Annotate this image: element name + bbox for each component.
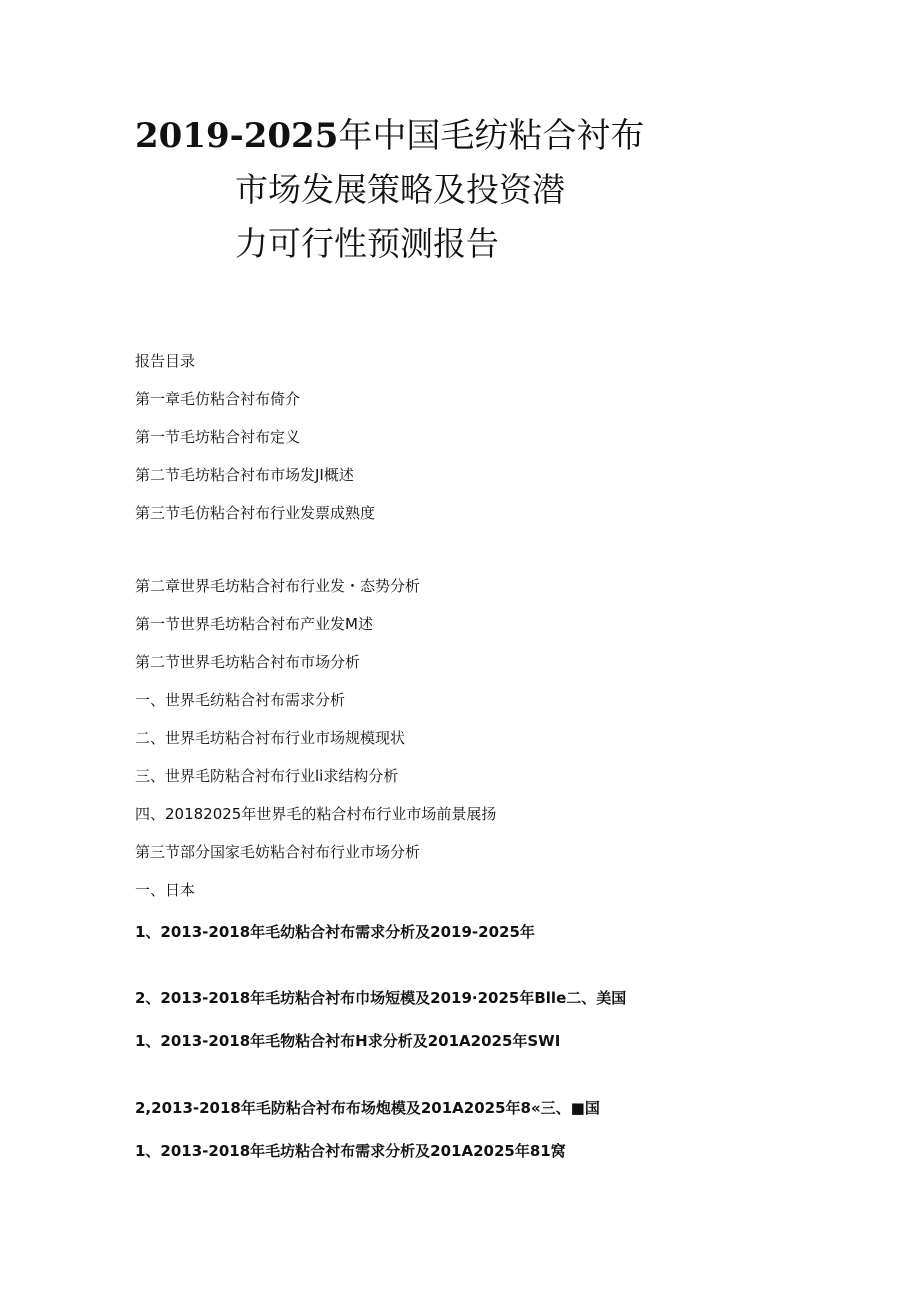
- toc-item: 第三节毛仿粘合衬布行业发票成熟度: [135, 504, 376, 522]
- title-line-2: 市场发展策略及投资潜: [235, 170, 565, 209]
- toc-item: 第二节世界毛坊粘合衬布市场分析: [135, 653, 361, 671]
- toc-item: 1、2013-2018年毛坊粘合衬布需求分析及201A2025年81窝: [135, 1142, 566, 1160]
- title-line-1: [135, 112, 835, 160]
- report-title: [135, 112, 835, 274]
- toc-item: 二、世界毛坊粘合衬布行业市场规模现状: [135, 729, 406, 747]
- toc-item: 第一节世界毛坊粘合衬布产业发M述: [135, 615, 373, 633]
- title-year-range: 2019-2025: [135, 116, 339, 156]
- toc-item: 三、世界毛防粘合衬布行业li求结构分析: [135, 767, 399, 785]
- toc-item: 1、2013-2018年毛幼粘合衬布需求分析及2019-2025年: [135, 923, 535, 941]
- toc-item: 四、20182025年世界毛的粘合村布行业市场前景展扬: [135, 805, 497, 823]
- toc-item: 一、世界毛纺粘合衬布需求分析: [135, 691, 346, 709]
- toc-item: 第二章世界毛坊粘合衬布行业发・态势分析: [135, 577, 421, 595]
- toc-item: 2、2013-2018年毛坊粘合衬布巾场短模及2019·2025年Blle二、美国: [135, 989, 627, 1007]
- toc-item: 1、2013-2018年毛物粘合衬布H求分析及201A2025年SWI: [135, 1032, 561, 1050]
- toc-item: 第二节毛坊粘合衬布市场发JI概述: [135, 466, 354, 484]
- toc-item: 第一章毛仿粘合衬布倚介: [135, 390, 301, 408]
- toc-item: 一、日本: [135, 881, 196, 899]
- toc-item: 第一节毛坊粘合衬布定义: [135, 428, 301, 446]
- toc-item: 第三节部分国家毛妨粘合衬布行业市场分析: [135, 843, 421, 861]
- toc-heading: 报告目录: [135, 352, 196, 370]
- title-line-1-text: 年中国毛纺粘合衬布: [338, 116, 645, 156]
- toc-item: 2,2013-2018年毛防粘合衬布布场炮模及201A2025年8«三、■国: [135, 1099, 600, 1117]
- title-line-3: 力可行性预测报告: [235, 224, 499, 263]
